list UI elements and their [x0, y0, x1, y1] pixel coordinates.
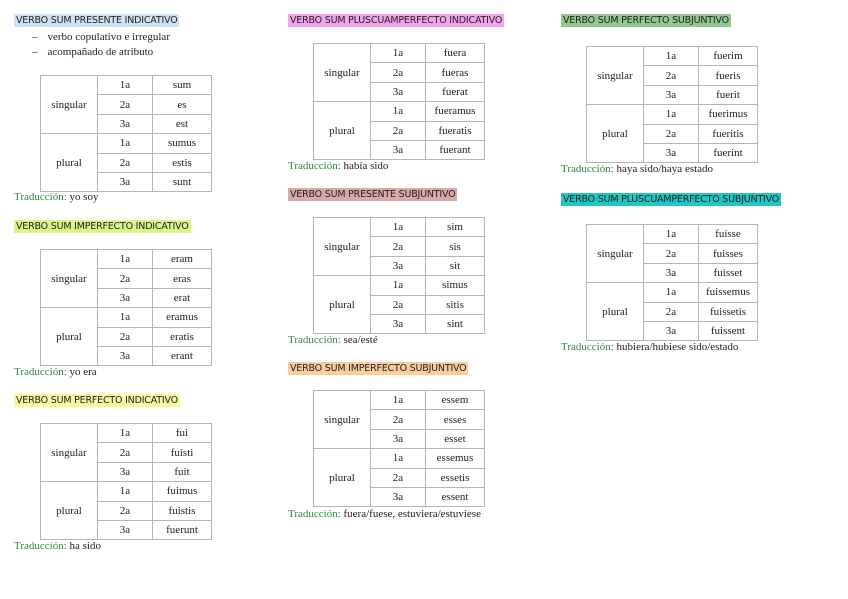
translation-label: Traducción:	[288, 160, 341, 172]
form-cell: simus	[426, 276, 485, 295]
form-cell: eratis	[153, 327, 212, 346]
form-cell: essemus	[426, 449, 485, 468]
section-title-impf-subj: VERBO SUM IMPERFECTO SUBJUNTIVO	[290, 363, 467, 374]
person-cell: 1a	[98, 308, 153, 327]
translation-label: Traducción:	[561, 163, 614, 175]
person-cell: 3a	[98, 520, 153, 539]
person-cell: 3a	[371, 429, 426, 448]
form-cell: essetis	[426, 468, 485, 487]
conjugation-table-pres-subj	[313, 217, 485, 334]
table-row	[314, 276, 485, 295]
translation-label: Traducción:	[288, 508, 341, 520]
form-cell: fuistis	[153, 501, 212, 520]
form-cell: fuerimus	[699, 105, 758, 124]
group-label-singular: singular	[314, 391, 371, 449]
translation-pres-ind	[14, 191, 99, 203]
form-cell: fueritis	[699, 124, 758, 143]
section-title-perf-ind: VERBO SUM PERFECTO INDICATIVO	[16, 395, 178, 406]
translation-text: sea/esté	[343, 334, 378, 346]
group-label-singular: singular	[587, 47, 644, 105]
person-cell: 3a	[98, 462, 153, 481]
translation-text: hubiera/hubiese sido/estado	[616, 341, 739, 353]
section-title-plusc-subj: VERBO SUM PLUSCUAMPERFECTO SUBJUNTIVO	[563, 194, 780, 205]
translation-perf-subj	[561, 163, 713, 175]
person-cell: 1a	[371, 218, 426, 237]
table-row	[314, 449, 485, 468]
translation-plusc-subj	[561, 341, 738, 353]
note-item: – verbo copulativo e irregular	[14, 31, 170, 46]
group-label-singular: singular	[41, 76, 98, 134]
person-cell: 1a	[644, 283, 699, 302]
form-cell: fueratis	[426, 121, 485, 140]
person-cell: 2a	[98, 153, 153, 172]
form-cell: sumus	[153, 134, 212, 153]
person-cell: 3a	[644, 85, 699, 104]
conjugation-table-pres-ind	[40, 75, 212, 192]
person-cell: 1a	[98, 482, 153, 501]
form-cell: fuisses	[699, 244, 758, 263]
person-cell: 2a	[98, 269, 153, 288]
person-cell: 3a	[98, 114, 153, 133]
form-cell: esset	[426, 429, 485, 448]
table-row	[587, 283, 758, 302]
person-cell: 2a	[371, 295, 426, 314]
person-cell: 2a	[644, 66, 699, 85]
form-cell: est	[153, 114, 212, 133]
group-label-plural: plural	[587, 283, 644, 341]
person-cell: 1a	[371, 449, 426, 468]
form-cell: sit	[426, 256, 485, 275]
person-cell: 2a	[98, 501, 153, 520]
form-cell: essent	[426, 487, 485, 506]
person-cell: 2a	[644, 124, 699, 143]
translation-label: Traducción:	[561, 341, 614, 353]
form-cell: fuisti	[153, 443, 212, 462]
translation-impf-ind	[14, 366, 97, 378]
person-cell: 2a	[371, 237, 426, 256]
person-cell: 3a	[371, 314, 426, 333]
group-label-plural: plural	[41, 134, 98, 192]
form-cell: sitis	[426, 295, 485, 314]
form-cell: sim	[426, 218, 485, 237]
section-title-impf-ind: VERBO SUM IMPERFECTO INDICATIVO	[16, 221, 189, 232]
form-cell: eras	[153, 269, 212, 288]
person-cell: 1a	[98, 76, 153, 95]
form-cell: fuisset	[699, 263, 758, 282]
form-cell: fuimus	[153, 482, 212, 501]
translation-label: Traducción:	[14, 366, 67, 378]
person-cell: 1a	[371, 102, 426, 121]
conjugation-table-plusc-ind	[313, 43, 485, 160]
table-row	[314, 44, 485, 63]
conjugation-table-impf-ind	[40, 249, 212, 366]
conjugation-table-perf-ind	[40, 423, 212, 540]
form-cell: fueramus	[426, 102, 485, 121]
group-label-singular: singular	[41, 250, 98, 308]
group-label-singular: singular	[41, 424, 98, 482]
person-cell: 1a	[371, 276, 426, 295]
person-cell: 1a	[98, 250, 153, 269]
table-row	[314, 102, 485, 121]
section-title-perf-subj: VERBO SUM PERFECTO SUBJUNTIVO	[563, 15, 729, 26]
translation-text: yo era	[69, 366, 97, 378]
person-cell: 2a	[98, 327, 153, 346]
person-cell: 3a	[371, 487, 426, 506]
translation-pres-subj	[288, 334, 378, 346]
translation-text: haya sido/haya estado	[616, 163, 714, 175]
table-row	[41, 134, 212, 153]
form-cell: fuissemus	[699, 283, 758, 302]
form-cell: eram	[153, 250, 212, 269]
person-cell: 1a	[644, 225, 699, 244]
person-cell: 1a	[371, 44, 426, 63]
person-cell: 1a	[371, 391, 426, 410]
person-cell: 3a	[644, 143, 699, 162]
group-label-plural: plural	[314, 276, 371, 334]
form-cell: sum	[153, 76, 212, 95]
translation-plusc-ind	[288, 160, 388, 172]
person-cell: 1a	[644, 47, 699, 66]
person-cell: 1a	[98, 134, 153, 153]
form-cell: erat	[153, 288, 212, 307]
form-cell: fui	[153, 424, 212, 443]
form-cell: erant	[153, 346, 212, 365]
form-cell: fuerim	[699, 47, 758, 66]
person-cell: 2a	[644, 302, 699, 321]
group-label-singular: singular	[587, 225, 644, 283]
person-cell: 1a	[98, 424, 153, 443]
form-cell: sint	[426, 314, 485, 333]
group-label-plural: plural	[587, 105, 644, 163]
conjugation-table-impf-subj	[313, 390, 485, 507]
person-cell: 2a	[371, 63, 426, 82]
table-row	[41, 482, 212, 501]
section-title-pres-ind: VERBO SUM PRESENTE INDICATIVO	[16, 15, 178, 26]
person-cell: 3a	[371, 82, 426, 101]
person-cell: 3a	[98, 346, 153, 365]
form-cell: esses	[426, 410, 485, 429]
form-cell: sunt	[153, 172, 212, 191]
translation-text: ha sido	[69, 540, 101, 552]
person-cell: 1a	[644, 105, 699, 124]
section-title-pres-subj: VERBO SUM PRESENTE SUBJUNTIVO	[290, 189, 456, 200]
table-row	[587, 225, 758, 244]
group-label-singular: singular	[314, 218, 371, 276]
group-label-plural: plural	[314, 449, 371, 507]
table-row	[587, 105, 758, 124]
person-cell: 3a	[371, 256, 426, 275]
translation-text: fuera/fuese, estuviera/estuviese	[343, 508, 481, 520]
translation-label: Traducción:	[288, 334, 341, 346]
person-cell: 3a	[371, 140, 426, 159]
conjugation-table-perf-subj	[586, 46, 758, 163]
person-cell: 3a	[98, 288, 153, 307]
section-title-plusc-ind: VERBO SUM PLUSCUAMPERFECTO INDICATIVO	[290, 15, 503, 26]
conjugation-table-plusc-subj	[586, 224, 758, 341]
form-cell: estis	[153, 153, 212, 172]
person-cell: 2a	[371, 410, 426, 429]
person-cell: 2a	[98, 443, 153, 462]
person-cell: 3a	[644, 321, 699, 340]
table-row	[314, 218, 485, 237]
table-row	[314, 391, 485, 410]
person-cell: 2a	[644, 244, 699, 263]
table-row	[587, 47, 758, 66]
note-item: – acompañado de atributo	[14, 46, 170, 61]
group-label-plural: plural	[314, 102, 371, 160]
form-cell: fuerint	[699, 143, 758, 162]
form-cell: fueras	[426, 63, 485, 82]
form-cell: fuera	[426, 44, 485, 63]
person-cell: 3a	[98, 172, 153, 191]
person-cell: 2a	[98, 95, 153, 114]
form-cell: es	[153, 95, 212, 114]
notes-list	[14, 31, 170, 61]
form-cell: fuerit	[699, 85, 758, 104]
form-cell: essem	[426, 391, 485, 410]
translation-label: Traducción:	[14, 540, 67, 552]
group-label-plural: plural	[41, 308, 98, 366]
form-cell: fuisse	[699, 225, 758, 244]
form-cell: fuissetis	[699, 302, 758, 321]
translation-impf-subj	[288, 508, 481, 520]
form-cell: fuissent	[699, 321, 758, 340]
form-cell: fuerant	[426, 140, 485, 159]
translation-text: había sido	[343, 160, 389, 172]
table-row	[41, 308, 212, 327]
table-row	[41, 424, 212, 443]
person-cell: 2a	[371, 468, 426, 487]
form-cell: eramus	[153, 308, 212, 327]
form-cell: sis	[426, 237, 485, 256]
person-cell: 3a	[644, 263, 699, 282]
group-label-singular: singular	[314, 44, 371, 102]
translation-text: yo soy	[69, 191, 99, 203]
table-row	[41, 76, 212, 95]
form-cell: fueris	[699, 66, 758, 85]
translation-perf-ind	[14, 540, 101, 552]
translation-label: Traducción:	[14, 191, 67, 203]
form-cell: fuit	[153, 462, 212, 481]
form-cell: fuerunt	[153, 520, 212, 539]
group-label-plural: plural	[41, 482, 98, 540]
form-cell: fuerat	[426, 82, 485, 101]
table-row	[41, 250, 212, 269]
person-cell: 2a	[371, 121, 426, 140]
